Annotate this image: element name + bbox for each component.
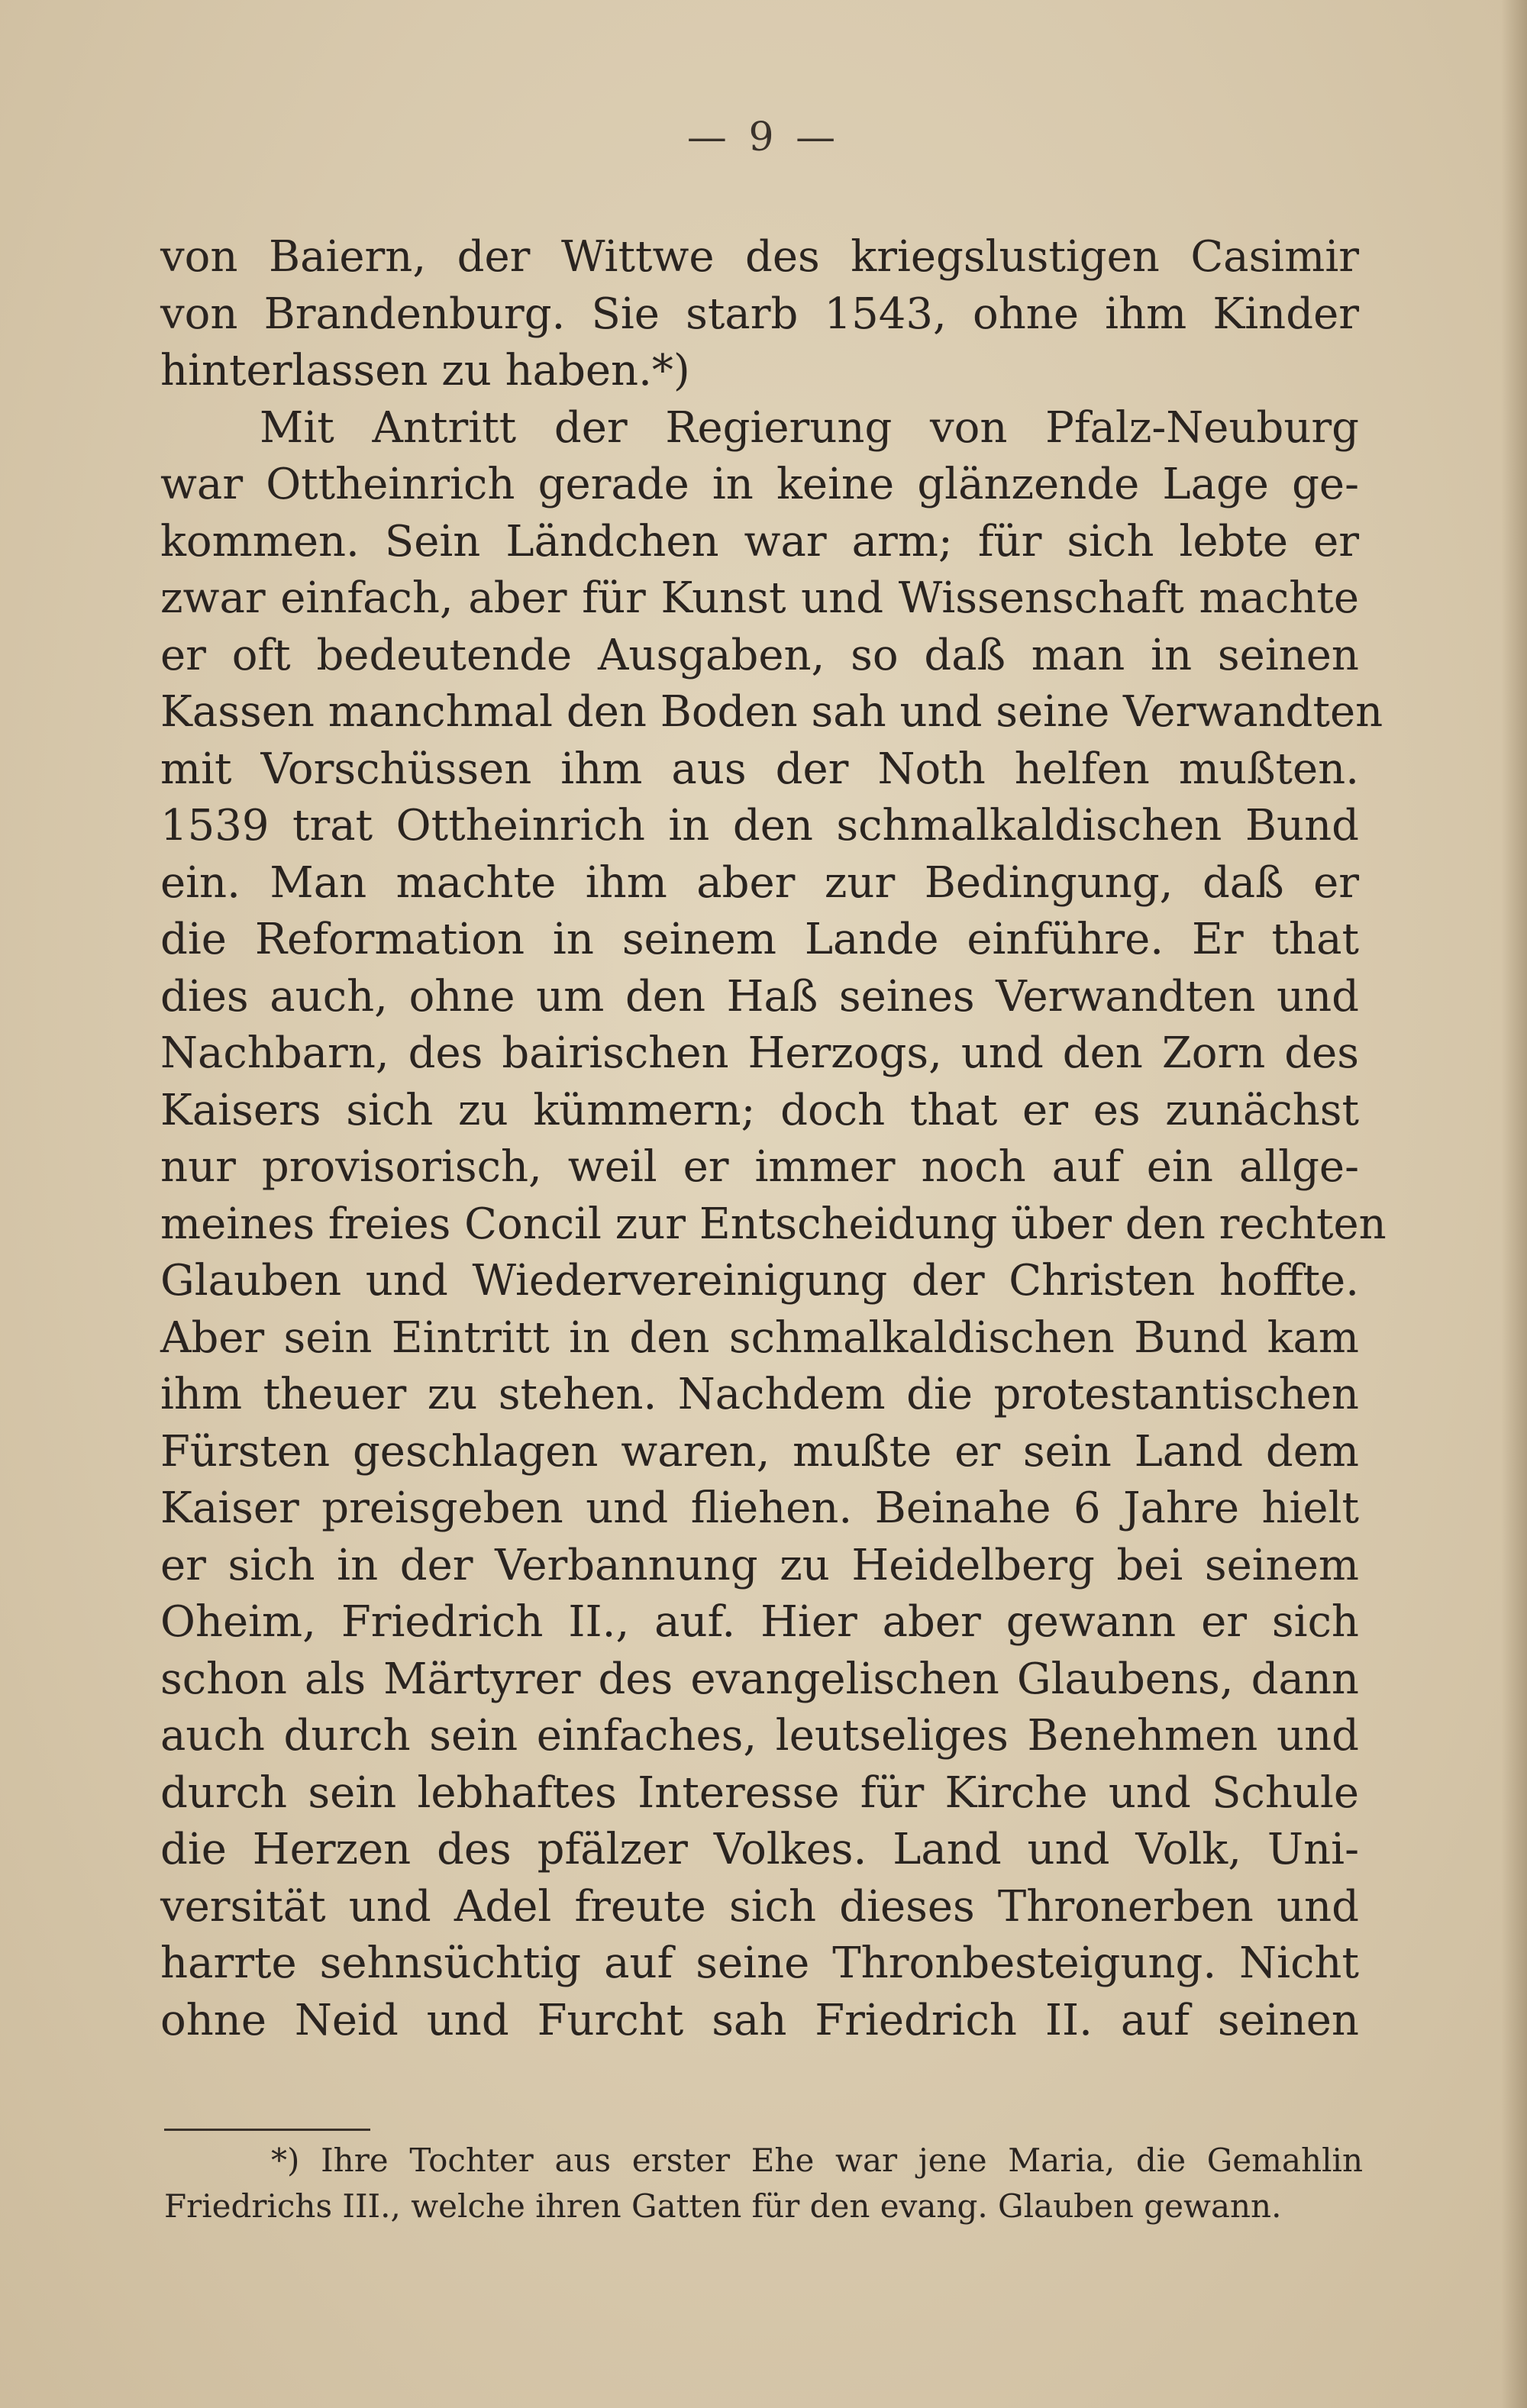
footnote [164,2138,1363,2229]
text-line: von Brandenburg. Sie starb 1543, ohne ihm Kinder [160,289,1359,339]
text-line: Mit Antritt der Regierung von Pfalz-Neuburg [260,402,1359,453]
text-line: war Ottheinrich gerade in keine glänzende Lage ge- [160,460,1359,509]
text-line: er sich in der Verbannung zu Heidelberg bei seinem [160,1540,1359,1590]
footnote-line: *) Ihre Tochter aus erster Ehe war jene Maria, die Gemahlin [271,2142,1363,2179]
text-line: mit Vorschüssen ihm aus der Noth helfen mußten. [160,744,1359,794]
page-number: — 9 — [686,115,841,160]
text-line: Nachbarn, des bairischen Herzogs, und den Zorn des [160,1028,1359,1078]
text-line: ohne Neid und Furcht sah Friedrich II. auf seinen [160,1995,1359,2045]
text-line: schon als Märtyrer des evangelischen Glaubens, dann [160,1654,1359,1704]
text-line: zwar einfach, aber für Kunst und Wissenschaft machte [160,573,1359,623]
text-line: 1539 trat Ottheinrich in den schmalkaldischen Bund [160,801,1359,851]
text-line: Fürsten geschlagen waren, mußte er sein Land dem [160,1426,1359,1477]
text-line: Kassen manchmal den Boden sah und seine Verwandten [160,687,1383,737]
text-line: die Reformation in seinem Lande einführe. Er that [160,915,1359,964]
text-line: Glauben und Wiedervereinigung der Christen hoffte. [160,1256,1359,1306]
text-line: versität und Adel freute sich dieses Thronerben und [160,1881,1359,1932]
text-line: durch sein lebhaftes Interesse für Kirche und Schule [160,1767,1359,1818]
text-line: Oheim, Friedrich II., auf. Hier aber gewann er sich [160,1597,1359,1647]
text-line: von Baiern, der Wittwe des kriegslustigen Casimir [160,232,1359,282]
text-line: er oft bedeutende Ausgaben, so daß man in seinen [160,630,1359,680]
text-line: ein. Man machte ihm aber zur Bedingung, daß er [160,857,1359,908]
footnote-line: Friedrichs III., welche ihren Gatten für den evang. Glauben gewann. [164,2187,1282,2225]
text-line: hinterlassen zu haben.*) [160,346,690,395]
text-line: die Herzen des pfälzer Volkes. Land und Volk, Uni- [160,1825,1359,1874]
text-line: auch durch sein einfaches, leutseliges Benehmen und [160,1711,1359,1761]
footnote-divider [164,2129,370,2131]
text-line: kommen. Sein Ländchen war arm; für sich lebte er [160,516,1359,566]
text-line: Aber sein Eintritt in den schmalkaldischen Bund kam [160,1312,1359,1363]
text-line: ihm theuer zu stehen. Nachdem die protestantischen [160,1370,1359,1419]
text-line: dies auch, ohne um den Haß seines Verwandten und [160,971,1359,1022]
page-edge-shadow [1501,0,1527,2408]
text-line: Kaisers sich zu kümmern; doch that er es zunächst [160,1085,1359,1135]
body-text [160,229,1387,2049]
text-line: meines freies Concil zur Entscheidung über den rechten [160,1199,1387,1249]
text-line: nur provisorisch, weil er immer noch auf ein allge- [160,1142,1359,1192]
text-line: Kaiser preisgeben und fliehen. Beinahe 6 Jahre hielt [160,1483,1359,1533]
text-line: harrte sehnsüchtig auf seine Thronbesteigung. Nicht [160,1938,1359,1988]
